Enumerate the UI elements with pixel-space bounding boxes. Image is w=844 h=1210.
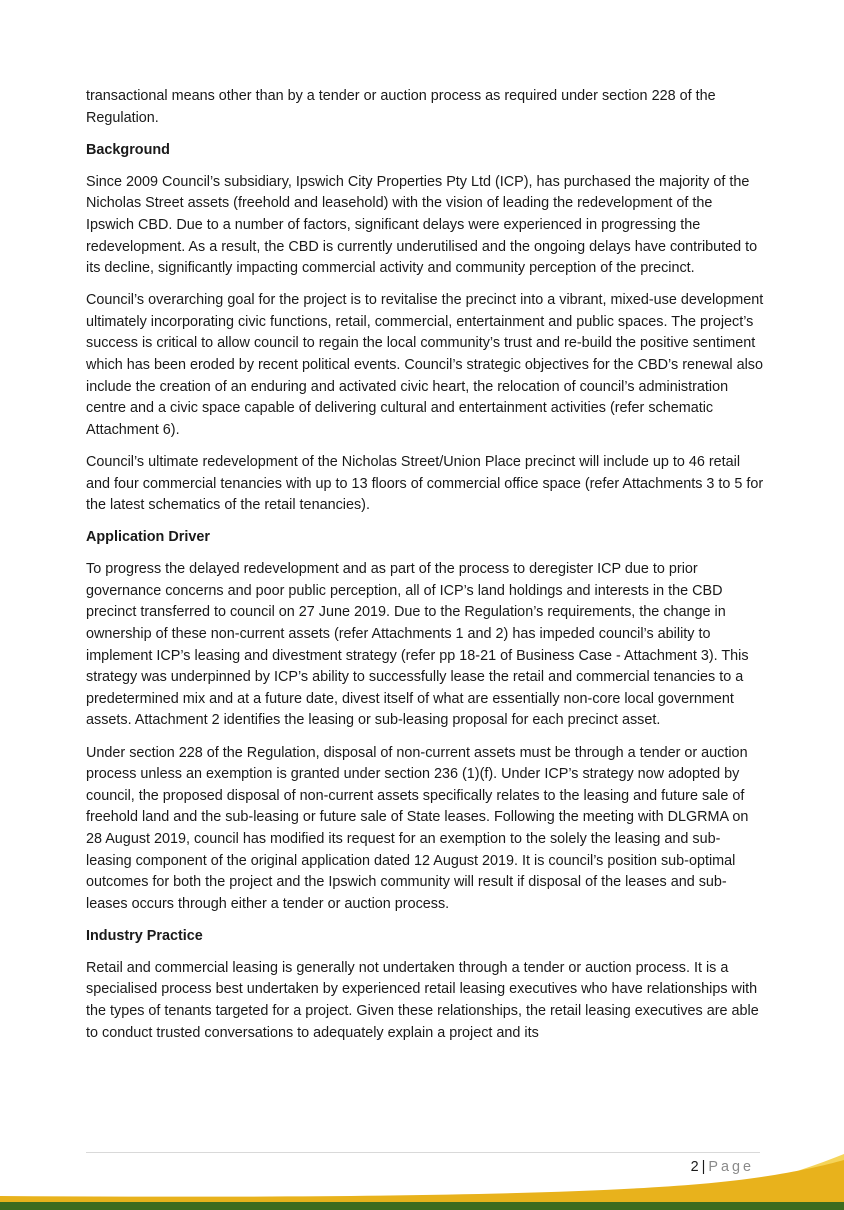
footer-green-bar [0,1202,844,1210]
paragraph-background-1: Since 2009 Council’s subsidiary, Ipswich City Properties Pty Ltd (ICP), has purchased the majority of the Nicholas Street assets (freehold and leasehold) with the vision of leading the redevelopment of the Ipswich CBD. Due to a number of factors, significant delays were experienced in progressing the redevelopment. As a result, the CBD is currently underutilised and the ongoing delays have contributed to its decline, significantly impacting commercial activity and community perception of the precinct. [86,173,758,277]
paragraph-background-2: Council’s overarching goal for the project is to revitalise the precinct into a vibrant, mixed-use development ultimately incorporating civic functions, retail, commercial, entertainment and public spaces. The project’s success is critical to allow council to regain the local community’s trust and re-build the positive sentiment which has been eroded by recent political events. Council’s strategic objectives for the CBD’s renewal also include the creation of an enduring and activated civic heart, the relocation of council’s administration centre and a civic space capable of delivering cultural and entertainment activities (refer schematic Attachment 6). [86,292,764,438]
heading-application-driver: Application Driver [86,529,210,546]
page-number-value: 2 [690,1159,699,1175]
paragraph-intro: transactional means other than by a tender or auction process as required under section 228 of the Regulation. [86,88,716,126]
paragraph-driver-2: Under section 228 of the Regulation, disposal of non-current assets must be through a tender or auction process unless an exemption is granted under section 236 (1)(f). Under ICP’s strategy now adopted by council, the proposed disposal of non-current assets specifically relates to the leasing and future sale of freehold land and the sub-leasing or future sale of State leases. Following the meeting with DLGRMA on 28 August 2019, council has modified its request for an exemption to the solely the leasing and sub-leasing component of the original application dated 12 August 2019. It is council’s position sub-optimal outcomes for both the project and the Ipswich community will result if disposal of the leases and sub-leases occurs through either a tender or auction process. [86,744,749,912]
document-body [86,86,764,1055]
heading-background: Background [86,141,170,158]
paragraph-industry-1: Retail and commercial leasing is generally not undertaken through a tender or auction process. It is a specialised process best undertaken by experienced retail leasing executives who have relationships with the types of tenants targeted for a project. Given these relationships, the retail leasing executives are able to conduct trusted conversations to adequately explain a project and its [86,959,759,1041]
heading-industry-practice: Industry Practice [86,927,203,944]
paragraph-driver-1: To progress the delayed redevelopment and as part of the process to deregister ICP due to prior governance concerns and poor public perception, all of ICP’s land holdings and interests in the CBD precinct transferred to council on 27 June 2019. Due to the Regulation’s requirements, the change in ownership of these non-current assets (refer Attachments 1 and 2) has impeded council’s ability to implement ICP’s leasing and divestment strategy (refer pp 18-21 of Business Case - Attachment 3). This strategy was underpinned by ICP’s ability to successfully lease the retail and commercial tenancies to a predetermined mix and at a future date, divest itself of what are essentially non-core local government assets. Attachment 2 identifies the leasing or sub-leasing proposal for each precinct asset. [86,561,749,729]
paragraph-background-3: Council’s ultimate redevelopment of the Nicholas Street/Union Place precinct will include up to 46 retail and four commercial tenancies with up to 13 floors of commercial office space (refer Attachments 3 to 5 for the latest schematics of the retail tenancies). [86,453,764,514]
page-label: Page [708,1159,754,1175]
page-number-separator: | [701,1159,706,1175]
footer-decorative-band [0,1140,844,1210]
